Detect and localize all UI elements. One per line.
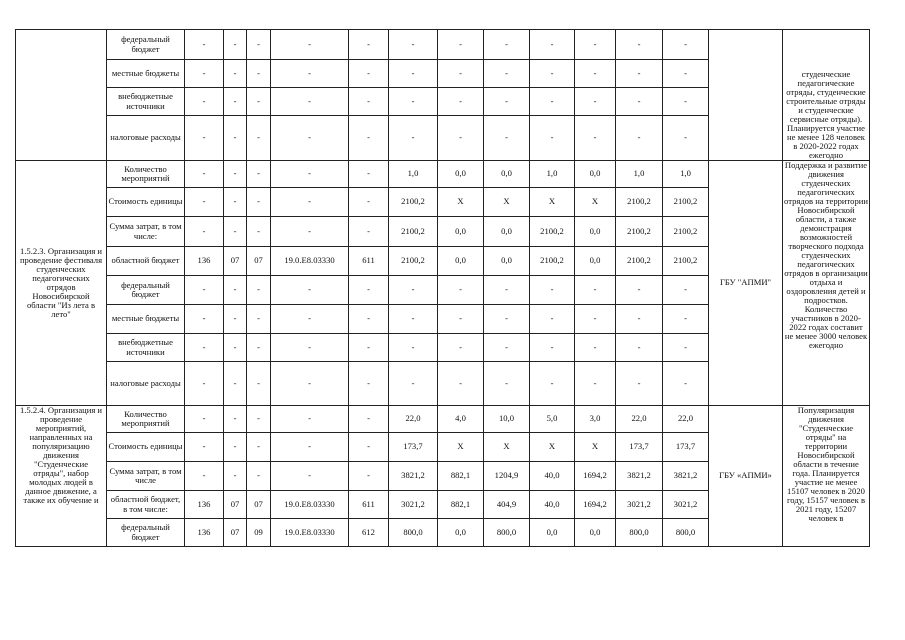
value-cell: 1204,9 <box>484 462 530 491</box>
value-cell: 1,0 <box>663 161 709 188</box>
value-cell: 2100,2 <box>530 247 575 276</box>
value-cell: - <box>224 362 247 406</box>
value-cell: - <box>247 88 271 116</box>
value-cell: - <box>224 305 247 334</box>
value-cell: - <box>616 276 663 305</box>
value-cell: 3,0 <box>575 406 616 433</box>
value-cell: 800,0 <box>616 519 663 547</box>
value-cell: - <box>616 362 663 406</box>
value-cell: 5,0 <box>530 406 575 433</box>
value-cell: 173,7 <box>616 433 663 462</box>
value-cell: X <box>575 433 616 462</box>
value-cell: - <box>575 116 616 161</box>
value-cell: - <box>484 305 530 334</box>
value-cell: - <box>389 334 438 362</box>
value-cell: - <box>224 334 247 362</box>
value-cell: - <box>185 30 224 60</box>
value-cell: X <box>530 188 575 217</box>
value-cell: - <box>349 462 389 491</box>
value-cell: 2100,2 <box>530 217 575 247</box>
value-cell: - <box>438 30 484 60</box>
value-cell: - <box>663 30 709 60</box>
value-cell: - <box>438 305 484 334</box>
value-cell: 0,0 <box>575 247 616 276</box>
value-cell: X <box>484 188 530 217</box>
value-cell: - <box>271 305 349 334</box>
value-cell: - <box>224 406 247 433</box>
value-cell: 611 <box>349 491 389 519</box>
value-cell: 612 <box>349 519 389 547</box>
executor-cell: ГБУ "АПМИ" <box>709 161 783 406</box>
value-cell: - <box>271 406 349 433</box>
value-cell: - <box>247 217 271 247</box>
value-cell: - <box>530 276 575 305</box>
value-cell: 3021,2 <box>616 491 663 519</box>
value-cell: - <box>271 30 349 60</box>
row-label-cell: Стоимость единицы <box>107 188 185 217</box>
value-cell: - <box>484 362 530 406</box>
value-cell: - <box>530 116 575 161</box>
value-cell: 07 <box>224 491 247 519</box>
value-cell: - <box>185 116 224 161</box>
value-cell: - <box>663 334 709 362</box>
value-cell: 07 <box>224 247 247 276</box>
value-cell: - <box>185 161 224 188</box>
value-cell: 800,0 <box>663 519 709 547</box>
value-cell: - <box>438 276 484 305</box>
value-cell: - <box>185 433 224 462</box>
value-cell: - <box>663 88 709 116</box>
value-cell: - <box>438 88 484 116</box>
value-cell: - <box>271 88 349 116</box>
value-cell: - <box>349 334 389 362</box>
value-cell: - <box>438 362 484 406</box>
value-cell: - <box>271 60 349 88</box>
value-cell: 611 <box>349 247 389 276</box>
value-cell: X <box>438 188 484 217</box>
value-cell: - <box>224 276 247 305</box>
value-cell: - <box>185 276 224 305</box>
value-cell: 2100,2 <box>663 247 709 276</box>
value-cell: 09 <box>247 519 271 547</box>
value-cell: - <box>389 60 438 88</box>
value-cell: - <box>575 30 616 60</box>
value-cell: - <box>575 334 616 362</box>
measure-name-cell: 1.5.2.4. Организация и проведение мероприятий, направленных на популяризацию движения "Студенческие отряды", набор молодых людей в данное движение, а также их обучение и <box>16 406 107 547</box>
value-cell: 2100,2 <box>389 217 438 247</box>
value-cell: - <box>349 406 389 433</box>
row-label-cell: внебюджетные источники <box>107 334 185 362</box>
value-cell: 882,1 <box>438 491 484 519</box>
value-cell: - <box>185 406 224 433</box>
value-cell: - <box>349 217 389 247</box>
value-cell: 3821,2 <box>663 462 709 491</box>
value-cell: 136 <box>185 519 224 547</box>
value-cell: - <box>185 305 224 334</box>
value-cell: 0,0 <box>530 519 575 547</box>
value-cell: 2100,2 <box>389 247 438 276</box>
value-cell: - <box>389 116 438 161</box>
value-cell: - <box>247 188 271 217</box>
value-cell: - <box>349 188 389 217</box>
value-cell: 3821,2 <box>389 462 438 491</box>
value-cell: - <box>349 433 389 462</box>
value-cell: - <box>616 88 663 116</box>
value-cell: - <box>349 276 389 305</box>
value-cell: 22,0 <box>616 406 663 433</box>
value-cell: 2100,2 <box>616 188 663 217</box>
value-cell: 07 <box>247 491 271 519</box>
value-cell: 07 <box>247 247 271 276</box>
value-cell: - <box>185 88 224 116</box>
expected-result-cell: студенческие педагогические отряды, студенческие строительные отряды и студенческие сервисные отряды). Планируется участие не менее 128 человек в 2020-2022 годах ежегодно <box>783 30 870 161</box>
value-cell: - <box>271 116 349 161</box>
value-cell: - <box>247 406 271 433</box>
row-label-cell: местные бюджеты <box>107 305 185 334</box>
value-cell: - <box>349 88 389 116</box>
value-cell: - <box>247 30 271 60</box>
value-cell: - <box>185 462 224 491</box>
value-cell: - <box>185 362 224 406</box>
value-cell: - <box>271 188 349 217</box>
value-cell: 40,0 <box>530 491 575 519</box>
value-cell: - <box>247 462 271 491</box>
value-cell: - <box>247 60 271 88</box>
row-label-cell: налоговые расходы <box>107 362 185 406</box>
value-cell: 07 <box>224 519 247 547</box>
value-cell: - <box>616 334 663 362</box>
expected-result-cell: Популяризация движения "Студенческие отряды" на территории Новосибирской области в течение года. Планируется участие не менее 15107 человек в 2020 году, 15157 человек в 2021 году, 15207 человек в <box>783 406 870 547</box>
row-label-cell: федеральный бюджет <box>107 30 185 60</box>
value-cell: 0,0 <box>438 247 484 276</box>
value-cell: - <box>484 30 530 60</box>
value-cell: - <box>271 217 349 247</box>
value-cell: - <box>271 161 349 188</box>
value-cell: - <box>185 188 224 217</box>
value-cell: 1,0 <box>616 161 663 188</box>
budget-table <box>15 29 870 547</box>
value-cell: - <box>185 334 224 362</box>
value-cell: X <box>575 188 616 217</box>
value-cell: - <box>349 30 389 60</box>
value-cell: 800,0 <box>389 519 438 547</box>
value-cell: - <box>349 362 389 406</box>
row-label-cell: местные бюджеты <box>107 60 185 88</box>
measure-name-cell <box>16 30 107 161</box>
value-cell: 0,0 <box>438 217 484 247</box>
value-cell: - <box>349 116 389 161</box>
value-cell: - <box>224 433 247 462</box>
table-row <box>16 161 870 188</box>
value-cell: 0,0 <box>438 519 484 547</box>
value-cell: - <box>616 305 663 334</box>
value-cell: - <box>438 334 484 362</box>
value-cell: 22,0 <box>389 406 438 433</box>
value-cell: - <box>224 88 247 116</box>
value-cell: 136 <box>185 491 224 519</box>
value-cell: 19.0.E8.03330 <box>271 519 349 547</box>
value-cell: - <box>389 88 438 116</box>
value-cell: 800,0 <box>484 519 530 547</box>
row-label-cell: областной бюджет <box>107 247 185 276</box>
row-label-cell: Количество мероприятий <box>107 406 185 433</box>
value-cell: - <box>484 116 530 161</box>
executor-cell <box>709 30 783 161</box>
value-cell: 173,7 <box>663 433 709 462</box>
value-cell: - <box>484 88 530 116</box>
row-label-cell: внебюджетные источники <box>107 88 185 116</box>
executor-cell: ГБУ «АПМИ» <box>709 406 783 547</box>
value-cell: - <box>530 30 575 60</box>
value-cell: - <box>247 362 271 406</box>
value-cell: - <box>247 161 271 188</box>
value-cell: - <box>224 60 247 88</box>
value-cell: - <box>389 362 438 406</box>
value-cell: - <box>224 30 247 60</box>
value-cell: 22,0 <box>663 406 709 433</box>
value-cell: - <box>530 334 575 362</box>
value-cell: - <box>663 116 709 161</box>
value-cell: 19.0.E8.03330 <box>271 247 349 276</box>
value-cell: - <box>616 30 663 60</box>
value-cell: - <box>484 276 530 305</box>
measure-name-cell: 1.5.2.3. Организация и проведение фестиваля студенческих педагогических отрядов Новосибирской области "Из лета в лето" <box>16 161 107 406</box>
value-cell: 0,0 <box>575 217 616 247</box>
value-cell: 0,0 <box>575 519 616 547</box>
expected-result-cell: Поддержка и развитие движения студенческих педагогических отрядов на территории Новосибирской области, а также демонстрация возможностей творческого подхода студенческих педагогических отрядов в организации отдыха и оздоровления детей и подростков. Количество участников в 2020-2022 годах составит не менее 3000 человек ежегодно <box>783 161 870 406</box>
value-cell: - <box>389 305 438 334</box>
row-label-cell: федеральный бюджет <box>107 519 185 547</box>
value-cell: 4,0 <box>438 406 484 433</box>
value-cell: 0,0 <box>484 247 530 276</box>
value-cell: - <box>224 116 247 161</box>
value-cell: - <box>530 305 575 334</box>
value-cell: - <box>349 60 389 88</box>
value-cell: 0,0 <box>438 161 484 188</box>
value-cell: - <box>663 305 709 334</box>
value-cell: - <box>575 305 616 334</box>
value-cell: - <box>575 362 616 406</box>
value-cell: 3021,2 <box>663 491 709 519</box>
value-cell: - <box>271 334 349 362</box>
value-cell: 2100,2 <box>663 188 709 217</box>
value-cell: - <box>271 276 349 305</box>
value-cell: - <box>224 462 247 491</box>
value-cell: - <box>247 433 271 462</box>
value-cell: - <box>349 305 389 334</box>
row-label-cell: Количество мероприятий <box>107 161 185 188</box>
row-label-cell: областной бюджет, в том числе: <box>107 491 185 519</box>
value-cell: 136 <box>185 247 224 276</box>
value-cell: - <box>663 276 709 305</box>
value-cell: - <box>271 362 349 406</box>
table-row <box>16 30 870 60</box>
value-cell: - <box>247 276 271 305</box>
value-cell: 2100,2 <box>616 247 663 276</box>
value-cell: - <box>438 60 484 88</box>
value-cell: - <box>616 60 663 88</box>
value-cell: 3821,2 <box>616 462 663 491</box>
value-cell: 40,0 <box>530 462 575 491</box>
value-cell: - <box>349 161 389 188</box>
value-cell: - <box>663 60 709 88</box>
row-label-cell: федеральный бюджет <box>107 276 185 305</box>
value-cell: 2100,2 <box>663 217 709 247</box>
value-cell: 0,0 <box>575 161 616 188</box>
row-label-cell: Сумма затрат, в том числе <box>107 462 185 491</box>
value-cell: - <box>271 462 349 491</box>
value-cell: - <box>224 161 247 188</box>
value-cell: - <box>575 88 616 116</box>
value-cell: 10,0 <box>484 406 530 433</box>
value-cell: 404,9 <box>484 491 530 519</box>
value-cell: 882,1 <box>438 462 484 491</box>
value-cell: 2100,2 <box>616 217 663 247</box>
value-cell: - <box>224 188 247 217</box>
value-cell: - <box>616 116 663 161</box>
value-cell: 19.0.E8.03330 <box>271 491 349 519</box>
value-cell: 3021,2 <box>389 491 438 519</box>
row-label-cell: Сумма затрат, в том числе: <box>107 217 185 247</box>
value-cell: - <box>438 116 484 161</box>
value-cell: 0,0 <box>484 217 530 247</box>
value-cell: - <box>389 30 438 60</box>
value-cell: - <box>575 60 616 88</box>
value-cell: X <box>484 433 530 462</box>
value-cell: - <box>224 217 247 247</box>
value-cell: 1694,2 <box>575 462 616 491</box>
value-cell: - <box>247 116 271 161</box>
value-cell: - <box>484 334 530 362</box>
value-cell: - <box>663 362 709 406</box>
value-cell: 0,0 <box>484 161 530 188</box>
value-cell: - <box>575 276 616 305</box>
value-cell: X <box>530 433 575 462</box>
value-cell: - <box>185 217 224 247</box>
value-cell: - <box>185 60 224 88</box>
value-cell: - <box>530 60 575 88</box>
table-row <box>16 406 870 433</box>
value-cell: 173,7 <box>389 433 438 462</box>
value-cell: 1,0 <box>389 161 438 188</box>
value-cell: - <box>247 305 271 334</box>
value-cell: 1,0 <box>530 161 575 188</box>
value-cell: - <box>484 60 530 88</box>
value-cell: - <box>530 88 575 116</box>
value-cell: X <box>438 433 484 462</box>
value-cell: - <box>530 362 575 406</box>
row-label-cell: налоговые расходы <box>107 116 185 161</box>
value-cell: - <box>271 433 349 462</box>
value-cell: 2100,2 <box>389 188 438 217</box>
value-cell: 1694,2 <box>575 491 616 519</box>
row-label-cell: Стоимость единицы <box>107 433 185 462</box>
value-cell: - <box>247 334 271 362</box>
value-cell: - <box>389 276 438 305</box>
